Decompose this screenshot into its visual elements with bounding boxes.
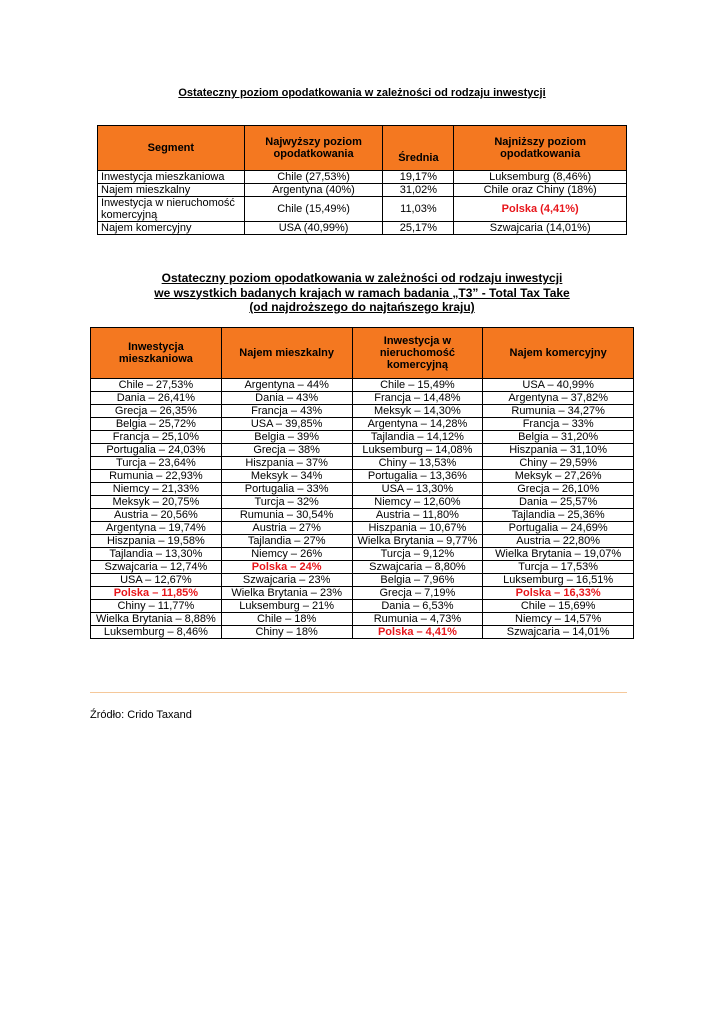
table-cell: Niemcy – 21,33% bbox=[91, 483, 222, 496]
table-cell: Najem mieszkalny bbox=[98, 184, 245, 197]
table-row bbox=[91, 392, 634, 405]
table-cell: 31,02% bbox=[383, 184, 454, 197]
table-row bbox=[91, 561, 634, 574]
table-row bbox=[98, 184, 627, 197]
table-cell: Turcja – 32% bbox=[221, 496, 352, 509]
table-cell: Grecja – 38% bbox=[221, 444, 352, 457]
table-cell: Meksyk – 14,30% bbox=[352, 405, 483, 418]
table-row bbox=[91, 535, 634, 548]
table-cell: USA – 12,67% bbox=[91, 574, 222, 587]
table-cell: Belgia – 25,72% bbox=[91, 418, 222, 431]
table-cell: Argentyna – 19,74% bbox=[91, 522, 222, 535]
table-cell: Argentyna – 14,28% bbox=[352, 418, 483, 431]
table-cell: Belgia – 31,20% bbox=[483, 431, 634, 444]
header-commercial-investment: Inwestycja w nieruchomość komercyjną bbox=[352, 328, 483, 379]
table-cell: Szwajcaria – 14,01% bbox=[483, 626, 634, 639]
table-cell: Grecja – 26,35% bbox=[91, 405, 222, 418]
table-cell: Francja – 33% bbox=[483, 418, 634, 431]
table-cell: Argentyna (40%) bbox=[244, 184, 383, 197]
table-cell-highlight: Polska – 4,41% bbox=[352, 626, 483, 639]
table-cell: Rumunia – 34,27% bbox=[483, 405, 634, 418]
table-cell: Niemcy – 26% bbox=[221, 548, 352, 561]
table-cell: Portugalia – 24,69% bbox=[483, 522, 634, 535]
table-cell: Rumunia – 30,54% bbox=[221, 509, 352, 522]
table-cell: Chile – 27,53% bbox=[91, 379, 222, 392]
table-cell: 19,17% bbox=[383, 171, 454, 184]
table-row bbox=[98, 171, 627, 184]
table-cell: Wielka Brytania – 19,07% bbox=[483, 548, 634, 561]
summary-table bbox=[97, 125, 627, 235]
table-cell: Szwajcaria – 8,80% bbox=[352, 561, 483, 574]
table-row bbox=[98, 197, 627, 222]
table-cell: Luksemburg – 16,51% bbox=[483, 574, 634, 587]
table-cell: Chiny – 13,53% bbox=[352, 457, 483, 470]
table-cell: Argentyna – 44% bbox=[221, 379, 352, 392]
table-cell-highlight: Polska – 24% bbox=[221, 561, 352, 574]
table-cell: Dania – 25,57% bbox=[483, 496, 634, 509]
table-cell: Inwestycja mieszkaniowa bbox=[98, 171, 245, 184]
table-cell: Argentyna – 37,82% bbox=[483, 392, 634, 405]
table-cell: Austria – 22,80% bbox=[483, 535, 634, 548]
table-cell: Chiny – 11,77% bbox=[91, 600, 222, 613]
table-cell: Chile – 15,49% bbox=[352, 379, 483, 392]
table-cell: Portugalia – 33% bbox=[221, 483, 352, 496]
table-row bbox=[91, 613, 634, 626]
table-cell: Grecja – 26,10% bbox=[483, 483, 634, 496]
table-cell: Chile (15,49%) bbox=[244, 197, 383, 222]
table-cell: Niemcy – 14,57% bbox=[483, 613, 634, 626]
table-cell: Meksyk – 34% bbox=[221, 470, 352, 483]
header-commercial-rental: Najem komercyjny bbox=[483, 328, 634, 379]
table-cell: Tajlandia – 14,12% bbox=[352, 431, 483, 444]
table-row bbox=[91, 379, 634, 392]
section-title-line2: we wszystkich badanych krajach w ramach badania „T3” - Total Tax Take bbox=[154, 285, 570, 300]
table-cell: Chile – 18% bbox=[221, 613, 352, 626]
table-cell: Wielka Brytania – 8,88% bbox=[91, 613, 222, 626]
table-cell: Rumunia – 4,73% bbox=[352, 613, 483, 626]
section-title-line3: (od najdroższego do najtańszego kraju) bbox=[249, 300, 475, 314]
table-cell: Luksemburg – 21% bbox=[221, 600, 352, 613]
table-cell: Wielka Brytania – 9,77% bbox=[352, 535, 483, 548]
table-cell: Dania – 43% bbox=[221, 392, 352, 405]
section-title bbox=[0, 271, 724, 315]
table-cell: Austria – 20,56% bbox=[91, 509, 222, 522]
table-cell: Hiszpania – 31,10% bbox=[483, 444, 634, 457]
table-cell: Austria – 11,80% bbox=[352, 509, 483, 522]
table-cell: Belgia – 7,96% bbox=[352, 574, 483, 587]
table-cell: Turcja – 9,12% bbox=[352, 548, 483, 561]
table-cell: Francja – 43% bbox=[221, 405, 352, 418]
table-cell: Chile oraz Chiny (18%) bbox=[454, 184, 627, 197]
ranking-table-body bbox=[91, 379, 634, 639]
table-cell: Tajlandia – 13,30% bbox=[91, 548, 222, 561]
table-cell: Hiszpania – 37% bbox=[221, 457, 352, 470]
table-row bbox=[91, 405, 634, 418]
table-cell: Hiszpania – 19,58% bbox=[91, 535, 222, 548]
table-row bbox=[91, 522, 634, 535]
table-cell: Luksemburg (8,46%) bbox=[454, 171, 627, 184]
table-cell: Chile (27,53%) bbox=[244, 171, 383, 184]
divider bbox=[90, 692, 627, 693]
page-title: Ostateczny poziom opodatkowania w zależności od rodzaju inwestycji bbox=[178, 87, 546, 99]
section-title-line1: Ostateczny poziom opodatkowania w zależności od rodzaju inwestycji bbox=[161, 271, 563, 285]
table-cell: Francja – 25,10% bbox=[91, 431, 222, 444]
table-cell: Turcja – 17,53% bbox=[483, 561, 634, 574]
table-cell: Meksyk – 27,26% bbox=[483, 470, 634, 483]
table-cell: Dania – 6,53% bbox=[352, 600, 483, 613]
table-cell: Najem komercyjny bbox=[98, 222, 245, 235]
table-cell: Turcja – 23,64% bbox=[91, 457, 222, 470]
table-row bbox=[91, 496, 634, 509]
table-cell: Szwajcaria – 12,74% bbox=[91, 561, 222, 574]
table-row bbox=[91, 600, 634, 613]
table-row bbox=[91, 418, 634, 431]
table-cell: USA – 40,99% bbox=[483, 379, 634, 392]
table-cell: Rumunia – 22,93% bbox=[91, 470, 222, 483]
table-cell: Tajlandia – 25,36% bbox=[483, 509, 634, 522]
table-cell: Dania – 26,41% bbox=[91, 392, 222, 405]
table-cell: USA – 13,30% bbox=[352, 483, 483, 496]
table-cell: USA (40,99%) bbox=[244, 222, 383, 235]
table-cell: Szwajcaria – 23% bbox=[221, 574, 352, 587]
table-cell: Grecja – 7,19% bbox=[352, 587, 483, 600]
table-row bbox=[91, 431, 634, 444]
table-row bbox=[91, 548, 634, 561]
header-average: Średnia bbox=[383, 126, 454, 171]
table-cell: USA – 39,85% bbox=[221, 418, 352, 431]
table-cell: Hiszpania – 10,67% bbox=[352, 522, 483, 535]
header-residential-rental: Najem mieszkalny bbox=[221, 328, 352, 379]
table-cell: Luksemburg – 8,46% bbox=[91, 626, 222, 639]
table-cell: 25,17% bbox=[383, 222, 454, 235]
table-row bbox=[98, 222, 627, 235]
table-cell: Chile – 15,69% bbox=[483, 600, 634, 613]
table-cell: Belgia – 39% bbox=[221, 431, 352, 444]
source-note: Źródło: Crido Taxand bbox=[90, 709, 192, 721]
table-cell: Chiny – 29,59% bbox=[483, 457, 634, 470]
table-cell: 11,03% bbox=[383, 197, 454, 222]
table-cell: Wielka Brytania – 23% bbox=[221, 587, 352, 600]
table-cell: Niemcy – 12,60% bbox=[352, 496, 483, 509]
table-cell-highlight: Polska – 16,33% bbox=[483, 587, 634, 600]
header-lowest: Najniższy poziom opodatkowania bbox=[454, 126, 627, 171]
table-row bbox=[91, 587, 634, 600]
header-segment: Segment bbox=[98, 126, 245, 171]
table-row bbox=[91, 509, 634, 522]
table-cell: Tajlandia – 27% bbox=[221, 535, 352, 548]
header-highest: Najwyższy poziom opodatkowania bbox=[244, 126, 383, 171]
ranking-table bbox=[90, 327, 634, 639]
table-row bbox=[91, 457, 634, 470]
table-row bbox=[91, 483, 634, 496]
table-cell: Inwestycja w nieruchomość komercyjną bbox=[98, 197, 245, 222]
table-cell: Austria – 27% bbox=[221, 522, 352, 535]
table-row bbox=[91, 626, 634, 639]
table-cell: Portugalia – 24,03% bbox=[91, 444, 222, 457]
table-cell: Meksyk – 20,75% bbox=[91, 496, 222, 509]
table-cell: Francja – 14,48% bbox=[352, 392, 483, 405]
header-residential-investment: Inwestycja mieszkaniowa bbox=[91, 328, 222, 379]
table-cell: Chiny – 18% bbox=[221, 626, 352, 639]
table-cell: Luksemburg – 14,08% bbox=[352, 444, 483, 457]
table-row bbox=[91, 574, 634, 587]
table-row bbox=[91, 470, 634, 483]
table-cell: Portugalia – 13,36% bbox=[352, 470, 483, 483]
table-row bbox=[91, 444, 634, 457]
table-cell: Szwajcaria (14,01%) bbox=[454, 222, 627, 235]
table-cell-highlight: Polska (4,41%) bbox=[454, 197, 627, 222]
table-cell-highlight: Polska – 11,85% bbox=[91, 587, 222, 600]
